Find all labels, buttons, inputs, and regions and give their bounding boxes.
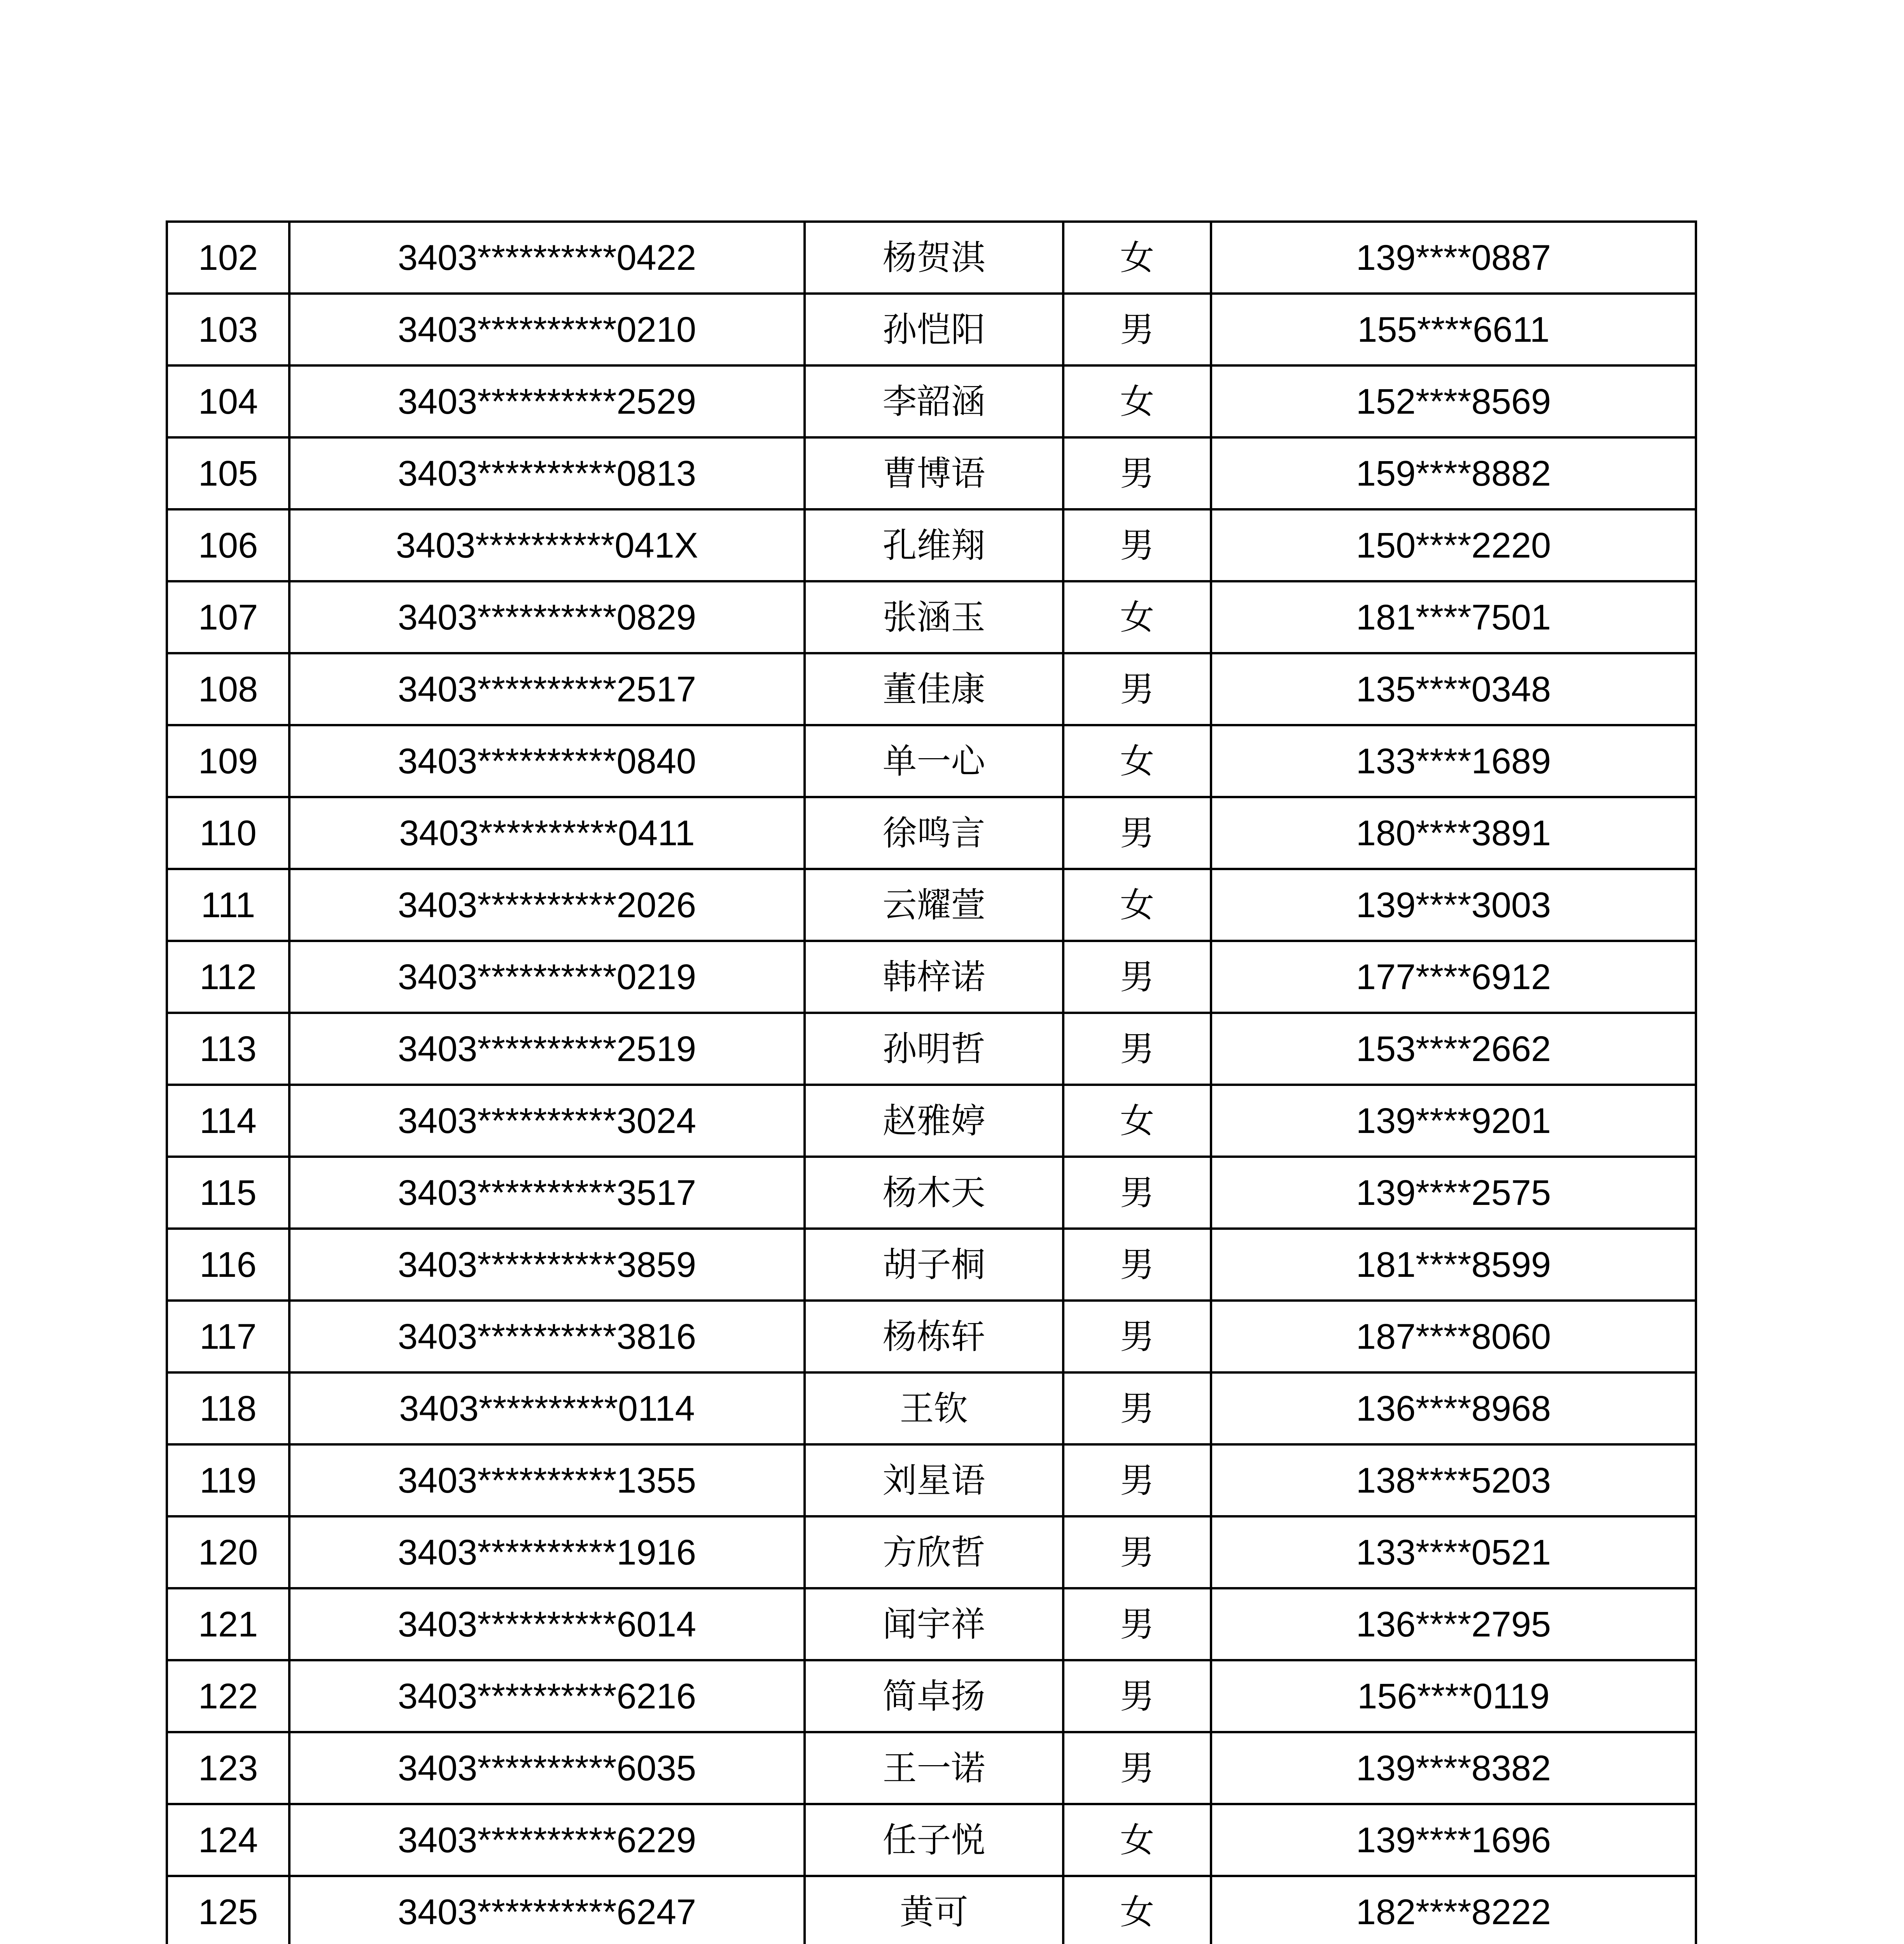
phone-cell: 182****8222 [1211, 1876, 1696, 1944]
row-number-cell: 104 [167, 365, 289, 437]
gender-cell: 男 [1063, 1516, 1211, 1588]
phone-cell: 138****5203 [1211, 1444, 1696, 1516]
phone-cell: 177****6912 [1211, 941, 1696, 1013]
gender-cell: 男 [1063, 1444, 1211, 1516]
name-cell: 孔维翔 [805, 509, 1063, 581]
phone-cell: 133****0521 [1211, 1516, 1696, 1588]
id-number-cell: 3403**********2026 [289, 869, 805, 941]
row-number-cell: 125 [167, 1876, 289, 1944]
id-number-cell: 3403**********1916 [289, 1516, 805, 1588]
gender-cell: 男 [1063, 1013, 1211, 1085]
name-cell: 任子悦 [805, 1804, 1063, 1876]
phone-cell: 139****0887 [1211, 222, 1696, 294]
phone-cell: 181****7501 [1211, 581, 1696, 653]
row-number-cell: 109 [167, 725, 289, 797]
id-number-cell: 3403**********3859 [289, 1229, 805, 1301]
name-cell: 赵雅婷 [805, 1085, 1063, 1157]
name-cell: 胡子桐 [805, 1229, 1063, 1301]
id-number-cell: 3403**********6014 [289, 1588, 805, 1660]
name-cell: 李韶涵 [805, 365, 1063, 437]
id-number-cell: 3403**********3024 [289, 1085, 805, 1157]
table-row [167, 1876, 1696, 1944]
name-cell: 单一心 [805, 725, 1063, 797]
id-number-cell: 3403**********6229 [289, 1804, 805, 1876]
name-cell: 杨木天 [805, 1157, 1063, 1229]
table-row [167, 1444, 1696, 1516]
table-row [167, 941, 1696, 1013]
row-number-cell: 103 [167, 294, 289, 365]
id-number-cell: 3403**********0219 [289, 941, 805, 1013]
gender-cell: 女 [1063, 222, 1211, 294]
phone-cell: 139****2575 [1211, 1157, 1696, 1229]
row-number-cell: 111 [167, 869, 289, 941]
name-cell: 孙恺阳 [805, 294, 1063, 365]
row-number-cell: 123 [167, 1732, 289, 1804]
phone-cell: 153****2662 [1211, 1013, 1696, 1085]
gender-cell: 男 [1063, 1157, 1211, 1229]
table-row [167, 1157, 1696, 1229]
row-number-cell: 107 [167, 581, 289, 653]
id-number-cell: 3403**********2529 [289, 365, 805, 437]
gender-cell: 女 [1063, 1876, 1211, 1944]
row-number-cell: 113 [167, 1013, 289, 1085]
gender-cell: 男 [1063, 1301, 1211, 1372]
phone-cell: 187****8060 [1211, 1301, 1696, 1372]
table-row [167, 581, 1696, 653]
table-row [167, 1804, 1696, 1876]
student-list-table [166, 220, 1697, 1944]
id-number-cell: 3403**********2519 [289, 1013, 805, 1085]
id-number-cell: 3403**********0210 [289, 294, 805, 365]
gender-cell: 男 [1063, 294, 1211, 365]
row-number-cell: 119 [167, 1444, 289, 1516]
row-number-cell: 105 [167, 437, 289, 509]
table-row [167, 222, 1696, 294]
phone-cell: 139****9201 [1211, 1085, 1696, 1157]
name-cell: 闻宇祥 [805, 1588, 1063, 1660]
phone-cell: 136****8968 [1211, 1372, 1696, 1444]
row-number-cell: 124 [167, 1804, 289, 1876]
gender-cell: 男 [1063, 1229, 1211, 1301]
phone-cell: 139****8382 [1211, 1732, 1696, 1804]
phone-cell: 159****8882 [1211, 437, 1696, 509]
id-number-cell: 3403**********2517 [289, 653, 805, 725]
gender-cell: 男 [1063, 509, 1211, 581]
name-cell: 杨栋轩 [805, 1301, 1063, 1372]
row-number-cell: 102 [167, 222, 289, 294]
id-number-cell: 3403**********6247 [289, 1876, 805, 1944]
phone-cell: 180****3891 [1211, 797, 1696, 869]
row-number-cell: 115 [167, 1157, 289, 1229]
phone-cell: 181****8599 [1211, 1229, 1696, 1301]
phone-cell: 135****0348 [1211, 653, 1696, 725]
table-row [167, 1516, 1696, 1588]
id-number-cell: 3403**********0840 [289, 725, 805, 797]
gender-cell: 男 [1063, 941, 1211, 1013]
name-cell: 张涵玉 [805, 581, 1063, 653]
row-number-cell: 120 [167, 1516, 289, 1588]
table-row [167, 1588, 1696, 1660]
id-number-cell: 3403**********6216 [289, 1660, 805, 1732]
row-number-cell: 114 [167, 1085, 289, 1157]
phone-cell: 139****3003 [1211, 869, 1696, 941]
row-number-cell: 112 [167, 941, 289, 1013]
row-number-cell: 118 [167, 1372, 289, 1444]
table-row [167, 437, 1696, 509]
gender-cell: 男 [1063, 1732, 1211, 1804]
table-row [167, 1301, 1696, 1372]
gender-cell: 女 [1063, 725, 1211, 797]
table-row [167, 1660, 1696, 1732]
table-row [167, 1013, 1696, 1085]
table-row [167, 1085, 1696, 1157]
name-cell: 董佳康 [805, 653, 1063, 725]
id-number-cell: 3403**********3816 [289, 1301, 805, 1372]
name-cell: 徐鸣言 [805, 797, 1063, 869]
phone-cell: 136****2795 [1211, 1588, 1696, 1660]
table-row [167, 1372, 1696, 1444]
gender-cell: 男 [1063, 1588, 1211, 1660]
gender-cell: 女 [1063, 869, 1211, 941]
name-cell: 韩梓诺 [805, 941, 1063, 1013]
name-cell: 王一诺 [805, 1732, 1063, 1804]
phone-cell: 152****8569 [1211, 365, 1696, 437]
name-cell: 刘星语 [805, 1444, 1063, 1516]
table-row [167, 365, 1696, 437]
table-body [167, 222, 1696, 1944]
row-number-cell: 106 [167, 509, 289, 581]
id-number-cell: 3403**********3517 [289, 1157, 805, 1229]
table-row [167, 1229, 1696, 1301]
table-row [167, 797, 1696, 869]
name-cell: 云耀萱 [805, 869, 1063, 941]
id-number-cell: 3403**********0813 [289, 437, 805, 509]
phone-cell: 133****1689 [1211, 725, 1696, 797]
gender-cell: 女 [1063, 1804, 1211, 1876]
table-row [167, 869, 1696, 941]
phone-cell: 139****1696 [1211, 1804, 1696, 1876]
id-number-cell: 3403**********0114 [289, 1372, 805, 1444]
gender-cell: 男 [1063, 653, 1211, 725]
row-number-cell: 108 [167, 653, 289, 725]
id-number-cell: 3403**********0411 [289, 797, 805, 869]
name-cell: 孙明哲 [805, 1013, 1063, 1085]
gender-cell: 男 [1063, 1660, 1211, 1732]
gender-cell: 男 [1063, 1372, 1211, 1444]
id-number-cell: 3403**********041X [289, 509, 805, 581]
name-cell: 杨贺淇 [805, 222, 1063, 294]
table-row [167, 725, 1696, 797]
name-cell: 简卓扬 [805, 1660, 1063, 1732]
row-number-cell: 121 [167, 1588, 289, 1660]
table-row [167, 653, 1696, 725]
row-number-cell: 110 [167, 797, 289, 869]
row-number-cell: 116 [167, 1229, 289, 1301]
name-cell: 方欣哲 [805, 1516, 1063, 1588]
id-number-cell: 3403**********1355 [289, 1444, 805, 1516]
gender-cell: 女 [1063, 581, 1211, 653]
gender-cell: 女 [1063, 1085, 1211, 1157]
id-number-cell: 3403**********6035 [289, 1732, 805, 1804]
id-number-cell: 3403**********0829 [289, 581, 805, 653]
row-number-cell: 122 [167, 1660, 289, 1732]
phone-cell: 155****6611 [1211, 294, 1696, 365]
gender-cell: 男 [1063, 797, 1211, 869]
name-cell: 曹博语 [805, 437, 1063, 509]
phone-cell: 150****2220 [1211, 509, 1696, 581]
gender-cell: 女 [1063, 365, 1211, 437]
name-cell: 王钦 [805, 1372, 1063, 1444]
name-cell: 黄可 [805, 1876, 1063, 1944]
row-number-cell: 117 [167, 1301, 289, 1372]
table-row [167, 509, 1696, 581]
gender-cell: 男 [1063, 437, 1211, 509]
table-row [167, 294, 1696, 365]
id-number-cell: 3403**********0422 [289, 222, 805, 294]
phone-cell: 156****0119 [1211, 1660, 1696, 1732]
table-row [167, 1732, 1696, 1804]
